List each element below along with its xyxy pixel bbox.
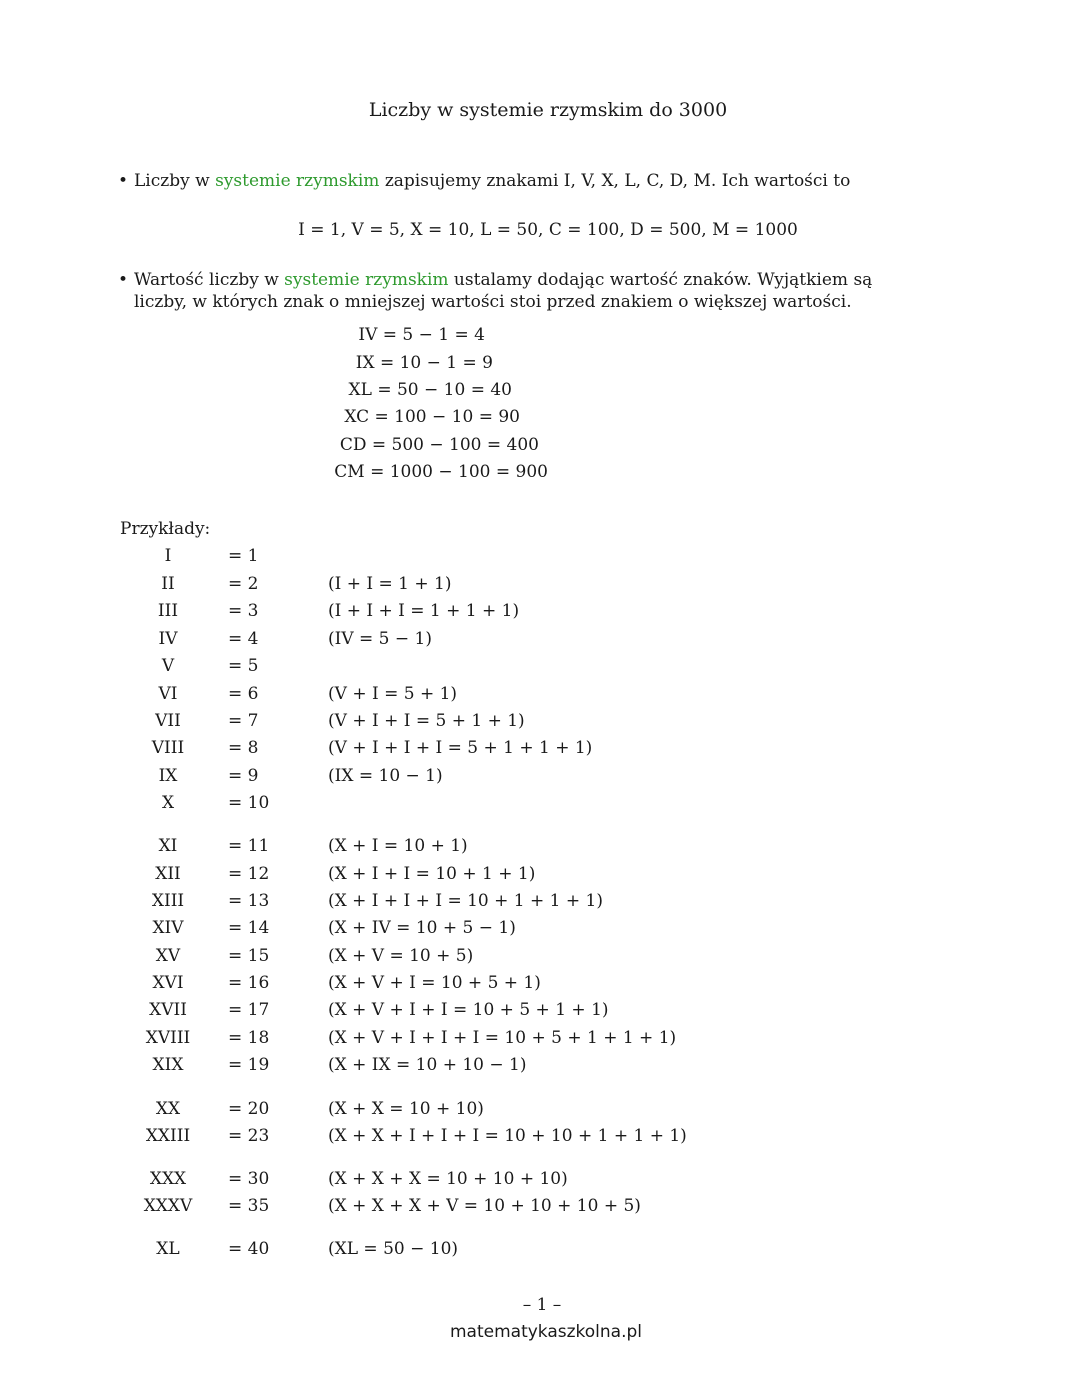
table-row (0, 1028, 1080, 1052)
roman-numeral: XL (156, 1239, 180, 1259)
numeric-value: = 23 (228, 1126, 270, 1146)
roman-numeral: XX (155, 1099, 181, 1119)
bullet2-line2: liczby, w których znak o mniejszej wartości stoi przed znakiem o większej wartości. (134, 292, 852, 312)
numeric-value: = 18 (228, 1028, 270, 1048)
table-row (0, 1000, 1080, 1024)
numeric-value: = 16 (228, 973, 270, 993)
table-row (0, 793, 1080, 817)
explanation: (V + I = 5 + 1) (328, 684, 458, 704)
numeric-value: = 7 (228, 711, 259, 731)
numeric-value: = 30 (228, 1169, 270, 1189)
roman-numeral: XIII (151, 891, 185, 911)
table-row (0, 601, 1080, 625)
table-row (0, 1239, 1080, 1263)
table-row (0, 1196, 1080, 1220)
subtractive-equation: IX = 10 − 1 = 9 (355, 353, 493, 373)
explanation: (X + I + I + I = 10 + 1 + 1 + 1) (328, 891, 603, 911)
explanation: (V + I + I = 5 + 1 + 1) (328, 711, 525, 731)
subtractive-equation: XC = 100 − 10 = 90 (344, 407, 520, 427)
numeric-value: = 40 (228, 1239, 270, 1259)
roman-numeral: XXX (149, 1169, 187, 1189)
bullet-paragraph-1 (118, 171, 850, 191)
explanation: (X + X = 10 + 10) (328, 1099, 484, 1119)
numeric-value: = 3 (228, 601, 259, 621)
systemie-rzymskim-link[interactable]: systemie rzymskim (284, 270, 449, 290)
roman-numeral: XXXV (143, 1196, 193, 1216)
table-row (0, 1099, 1080, 1123)
site-name: matematykaszkolna.pl (449, 1322, 643, 1342)
subtractive-equation: IV = 5 − 1 = 4 (358, 325, 485, 345)
bullet1-text-before: Liczby w (134, 171, 216, 191)
subtractive-equation: CM = 1000 − 100 = 900 (334, 462, 548, 482)
bullet-icon: • (118, 171, 129, 191)
explanation: (X + X + I + I + I = 10 + 10 + 1 + 1 + 1) (328, 1126, 687, 1146)
bullet-icon: • (118, 270, 129, 290)
roman-numeral: I (164, 546, 172, 566)
systemie-rzymskim-link[interactable]: systemie rzymskim (215, 171, 380, 191)
table-row (0, 656, 1080, 680)
explanation: (X + IX = 10 + 10 − 1) (328, 1055, 527, 1075)
explanation: (X + V + I + I = 10 + 5 + 1 + 1) (328, 1000, 609, 1020)
explanation: (IX = 10 − 1) (328, 766, 443, 786)
table-row (0, 864, 1080, 888)
numeric-value: = 11 (228, 836, 270, 856)
numeric-value: = 12 (228, 864, 270, 884)
symbol-values-line: I = 1, V = 5, X = 10, L = 50, C = 100, D = 500, M = 1000 (298, 220, 798, 240)
bullet-paragraph-2 (118, 270, 872, 290)
table-row (0, 1126, 1080, 1150)
numeric-value: = 4 (228, 629, 259, 649)
numeric-value: = 14 (228, 918, 270, 938)
roman-numeral: X (161, 793, 175, 813)
roman-numeral: III (157, 601, 179, 621)
explanation: (X + V + I + I + I = 10 + 5 + 1 + 1 + 1) (328, 1028, 677, 1048)
roman-numeral: IX (158, 766, 178, 786)
explanation: (I + I + I = 1 + 1 + 1) (328, 601, 520, 621)
explanation: (X + I = 10 + 1) (328, 836, 468, 856)
table-row (0, 891, 1080, 915)
table-row (0, 1055, 1080, 1079)
numeric-value: = 8 (228, 738, 259, 758)
table-row (0, 546, 1080, 570)
roman-numeral: XIV (152, 918, 184, 938)
table-row (0, 738, 1080, 762)
bullet1-text-after: zapisujemy znakami I, V, X, L, C, D, M. Ich wartości to (379, 171, 851, 191)
roman-numeral: II (161, 574, 175, 594)
explanation: (X + I + I = 10 + 1 + 1) (328, 864, 536, 884)
roman-numeral: XVI (152, 973, 184, 993)
numeric-value: = 9 (228, 766, 259, 786)
table-row (0, 574, 1080, 598)
roman-numeral: VII (155, 711, 181, 731)
numeric-value: = 35 (228, 1196, 270, 1216)
numeric-value: = 5 (228, 656, 259, 676)
numeric-value: = 13 (228, 891, 270, 911)
subtractive-equation: CD = 500 − 100 = 400 (339, 435, 539, 455)
explanation: (X + V = 10 + 5) (328, 946, 474, 966)
explanation: (X + X + X = 10 + 10 + 10) (328, 1169, 568, 1189)
page-title: Liczby w systemie rzymskim do 3000 (368, 99, 728, 121)
roman-numeral: V (161, 656, 175, 676)
roman-numeral: XXIII (145, 1126, 191, 1146)
table-row (0, 918, 1080, 942)
table-row (0, 973, 1080, 997)
roman-numeral: XI (158, 836, 178, 856)
table-row (0, 629, 1080, 653)
bullet2-text-before: Wartość liczby w (134, 270, 285, 290)
table-row (0, 1169, 1080, 1193)
numeric-value: = 15 (228, 946, 270, 966)
numeric-value: = 10 (228, 793, 270, 813)
bullet2-text-after: ustalamy dodając wartość znaków. Wyjątkiem są (448, 270, 873, 290)
numeric-value: = 17 (228, 1000, 270, 1020)
roman-numeral: IV (158, 629, 178, 649)
page-number: – 1 – (522, 1295, 562, 1315)
explanation: (IV = 5 − 1) (328, 629, 432, 649)
numeric-value: = 20 (228, 1099, 270, 1119)
roman-numeral: XV (155, 946, 181, 966)
roman-numeral: XIX (152, 1055, 184, 1075)
explanation: (X + X + X + V = 10 + 10 + 10 + 5) (328, 1196, 641, 1216)
roman-numeral: VI (158, 684, 178, 704)
numeric-value: = 1 (228, 546, 259, 566)
explanation: (I + I = 1 + 1) (328, 574, 452, 594)
subtractive-equation: XL = 50 − 10 = 40 (348, 380, 512, 400)
explanation: (X + V + I = 10 + 5 + 1) (328, 973, 541, 993)
numeric-value: = 6 (228, 684, 259, 704)
table-row (0, 836, 1080, 860)
roman-numeral: XVII (149, 1000, 187, 1020)
table-row (0, 711, 1080, 735)
table-row (0, 684, 1080, 708)
explanation: (X + IV = 10 + 5 − 1) (328, 918, 516, 938)
roman-numeral: XII (155, 864, 181, 884)
explanation: (V + I + I + I = 5 + 1 + 1 + 1) (328, 738, 593, 758)
numeric-value: = 2 (228, 574, 259, 594)
table-row (0, 946, 1080, 970)
roman-numeral: XVIII (145, 1028, 191, 1048)
numeric-value: = 19 (228, 1055, 270, 1075)
examples-label: Przykłady: (120, 519, 211, 539)
roman-numeral: VIII (151, 738, 185, 758)
table-row (0, 766, 1080, 790)
explanation: (XL = 50 − 10) (328, 1239, 459, 1259)
